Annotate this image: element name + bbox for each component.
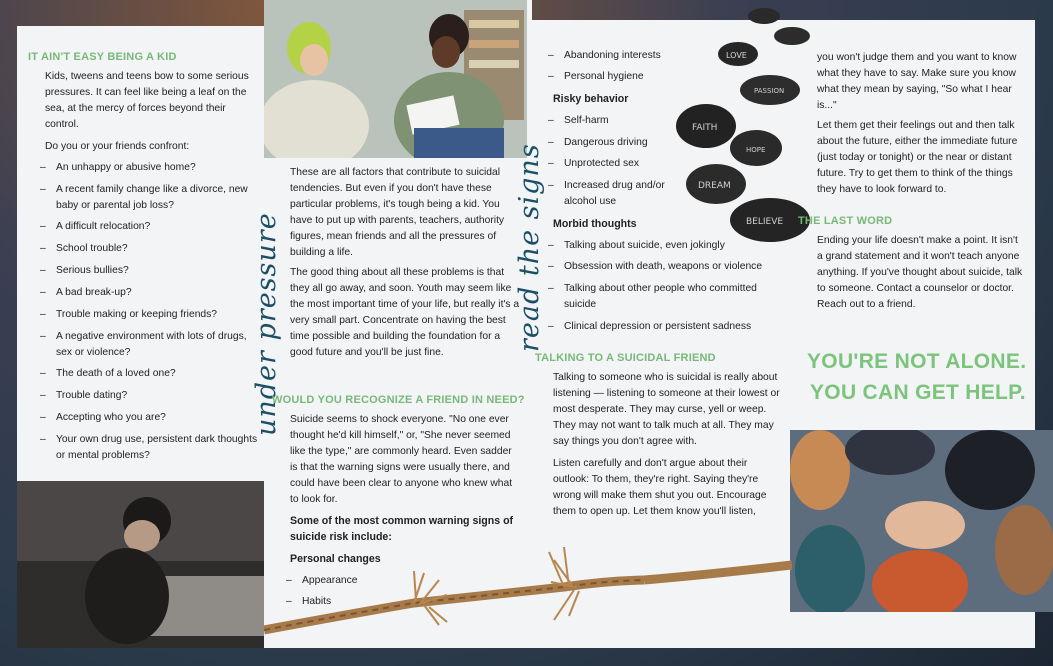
list-item: – A bad break-up? — [40, 285, 258, 301]
list-item: – Accepting who you are? — [40, 410, 258, 426]
list-item: – Self-harm — [548, 113, 698, 129]
heading-aint-easy: IT AIN'T EASY BEING A KID — [28, 51, 177, 63]
good-thing-paragraph: The good thing about all these problems is that they all go away, and soon. Youth may seem like the most important time of your life, but really it's a very small part. Concentrate on having the best time possible and building the foundation for a good future and you'll be just fine. — [290, 267, 520, 358]
confront-lead: Do you or your friends confront: — [45, 141, 190, 152]
judge-paragraph: you won't judge them and you want to know what they have to say. Make sure you know what they mean by saying, "So what I hear is..." — [817, 52, 1017, 111]
stone-hope: HOPE — [746, 146, 766, 154]
factors-paragraph: These are all factors that contribute to suicidal tendencies. But even if you don't have these particular problems, it's tough being a kid. You have to put up with parents, teachers, authority figures, mean friends and all the pressures of building a life. — [290, 167, 505, 258]
list-item: – A recent family change like a divorce, new baby or parental job loss? — [40, 182, 258, 214]
list-item: – Personal hygiene — [548, 69, 698, 85]
morbid-thoughts-title: Morbid thoughts — [553, 218, 637, 230]
stone-passion: PASSION — [754, 87, 785, 95]
listening-paragraph: Talking to someone who is suicidal is really about listening — listening to someone at their lowest or most desperate. They may curse, yell or weep. They may not want to talk much at all. They may say things you don't agree with. — [553, 372, 780, 447]
heading-last-word: THE LAST WORD — [798, 215, 893, 227]
list-item: – Appearance — [286, 573, 486, 589]
list-item: – Unprotected sex — [548, 156, 698, 172]
read-the-signs-script: read the signs — [514, 143, 545, 352]
list-item: – Trouble making or keeping friends? — [40, 307, 258, 323]
stone-love: LOVE — [726, 51, 747, 60]
list-item: – Habits — [286, 594, 486, 610]
list-item: – Talking about suicide, even jokingly — [548, 238, 728, 254]
under-pressure-script: under pressure — [251, 212, 282, 436]
list-item: – Abandoning interests — [548, 48, 698, 64]
list-item: – Dangerous driving — [548, 135, 698, 151]
list-item: – Talking about other people who committed suicide — [548, 281, 778, 313]
list-item: – Serious bullies? — [40, 263, 258, 279]
list-item: – School trouble? — [40, 241, 258, 257]
list-item: – Trouble dating? — [40, 388, 258, 404]
shock-paragraph: Suicide seems to shock everyone. "No one ever thought he'd kill himself," or, "She never seemed like the type," are commonly heard. Even sadder is that the warning signs were usually there, and could have been clear to anyone who knew what to look for. — [290, 414, 513, 505]
counseling-photo — [264, 0, 527, 158]
stone-dream: DREAM — [698, 181, 731, 191]
not-alone-line: YOU'RE NOT ALONE. — [807, 350, 1027, 373]
list-item: – Increased drug and/or alcohol use — [548, 178, 688, 210]
list-item: – A difficult relocation? — [40, 219, 258, 235]
stone-believe: BELIEVE — [746, 217, 784, 227]
heading-talking-friend: TALKING TO A SUICIDAL FRIEND — [535, 352, 716, 364]
list-item: – A negative environment with lots of drugs, sex or violence? — [40, 329, 258, 361]
list-item: – Obsession with death, weapons or violence — [548, 259, 778, 275]
get-help-line: YOU CAN GET HELP. — [810, 381, 1026, 404]
heading-recognize-friend: WOULD YOU RECOGNIZE A FRIEND IN NEED? — [272, 394, 525, 406]
stone-faith: FAITH — [692, 123, 718, 133]
risky-behavior-title: Risky behavior — [553, 93, 629, 105]
list-item: – The death of a loved one? — [40, 366, 258, 382]
support-group-photo — [790, 430, 1053, 612]
list-item: – An unhappy or abusive home? — [40, 160, 258, 176]
future-paragraph: Let them get their feelings out and then talk about the future, either the immediate future (just today or tonight) or the near or distant future. Try to get them to think of the things they have to look forward to. — [817, 120, 1018, 195]
intro-paragraph: Kids, tweens and teens bow to some serious pressures. It can feel like being a leaf on the sea, at the mercy of forces beyond their control. — [45, 71, 249, 130]
personal-changes-title: Personal changes — [290, 553, 381, 565]
last-word-paragraph: Ending your life doesn't make a point. It isn't a grand statement and it won't teach anyone anything. If you've thought about suicide, talk to someone. Contact a counselor or doctor. Reach out to a friend. — [817, 235, 1023, 310]
list-item: – Clinical depression or persistent sadness — [548, 319, 778, 335]
list-item: – Your own drug use, persistent dark thoughts or mental problems? — [40, 432, 258, 464]
warning-signs-title: Some of the most common warning signs of suicide risk include: — [290, 515, 514, 543]
sad-teen-photo — [17, 481, 264, 648]
listen-carefully-paragraph: Listen carefully and don't argue about their outlook: To them, they're right. Saying they're wrong will make them shut you out. Encourage them to open up. Let them know you'll listen, — [553, 458, 767, 517]
